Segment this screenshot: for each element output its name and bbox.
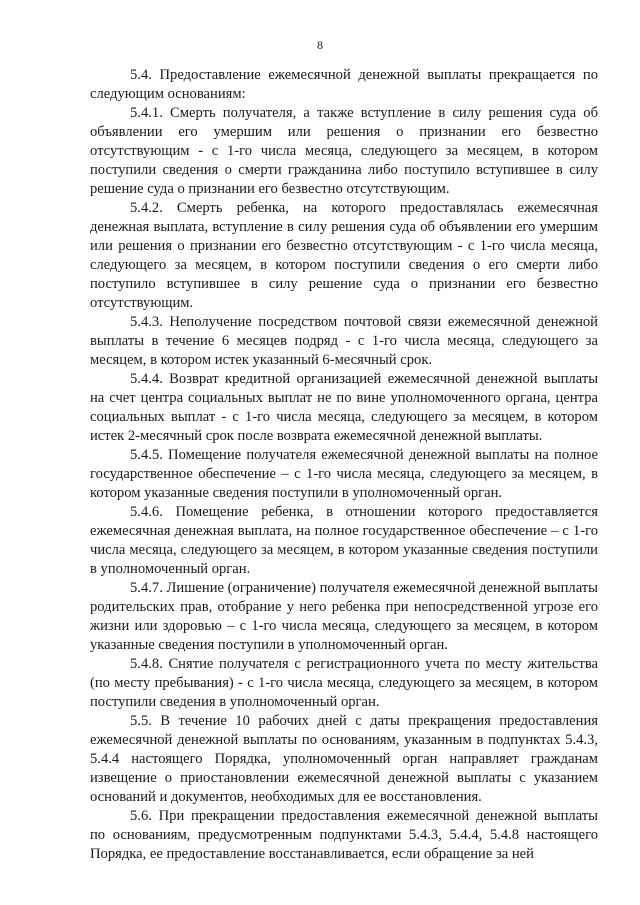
paragraph-5-4-2: 5.4.2. Смерть ребенка, на которого предоставлялась ежемесячная денежная выплата, вступление в силу решения суда об объявлении его умершим или решения о признании его безвестно отсутствующим - с 1-го числа месяца, следующего за месяцем, в котором поступили сведения о его смерти либо поступило вступившее в силу решение суда о признании его безвестно отсутствующим.	[90, 200, 598, 311]
paragraph-5-4-6: 5.4.6. Помещение ребенка, в отношении которого предоставляется ежемесячная денежная выплата, на полное государственное обеспечение – с 1-го числа месяца, следующего за месяцем, в котором указанные сведения поступили в уполномоченный орган.	[90, 504, 598, 577]
paragraph-5-5: 5.5. В течение 10 рабочих дней с даты прекращения предоставления ежемесячной денежной выплаты по основаниям, указанным в подпунктах 5.4.3, 5.4.4 настоящего Порядка, уполномоченный орган направляет гражданам извещение о приостановлении ежемесячной денежной выплаты с указанием оснований и документов, необходимых для ее восстановления.	[90, 713, 598, 805]
paragraph-5-4-7: 5.4.7. Лишение (ограничение) получателя ежемесячной денежной выплаты родительских прав, отобрание у него ребенка при непосредственной угрозе его жизни или здоровью – с 1-го числа месяца, следующего за месяцем, в котором указанные сведения поступили в уполномоченный орган.	[90, 580, 598, 653]
paragraph-5-6: 5.6. При прекращении предоставления ежемесячной денежной выплаты по основаниям, предусмотренным подпунктами 5.4.3, 5.4.4, 5.4.8 настоящего Порядка, ее предоставление восстанавливается, если обращение за ней	[90, 808, 598, 862]
paragraph-5-4-8: 5.4.8. Снятие получателя с регистрационного учета по месту жительства (по месту пребывания) - с 1-го числа месяца, следующего за месяцем, в котором поступили сведения в уполномоченный орган.	[90, 656, 598, 710]
page-number: 8	[317, 38, 323, 52]
paragraph-5-4-1: 5.4.1. Смерть получателя, а также вступление в силу решения суда об объявлении его умершим или решения о признании его безвестно отсутствующим - с 1-го числа месяца, следующего за месяцем, в котором поступили сведения о смерти гражданина либо поступило вступившее в силу решение суда о признании его безвестно отсутствующим.	[90, 105, 598, 197]
paragraph-5-4-3: 5.4.3. Неполучение посредством почтовой связи ежемесячной денежной выплаты в течение 6 месяцев подряд - с 1-го числа месяца, следующего за месяцем, в котором истек указанный 6-месячный срок.	[90, 314, 598, 368]
paragraph-5-4: 5.4. Предоставление ежемесячной денежной выплаты прекращается по следующим основаниям:	[90, 67, 598, 102]
document-body	[90, 66, 598, 864]
paragraph-5-4-4: 5.4.4. Возврат кредитной организацией ежемесячной денежной выплаты на счет центра социальных выплат не по вине уполномоченного органа, центра социальных выплат - с 1-го числа месяца, следующего за месяцем, в котором истек 2-месячный срок после возврата ежемесячной денежной выплаты.	[90, 371, 598, 444]
paragraph-5-4-5: 5.4.5. Помещение получателя ежемесячной денежной выплаты на полное государственное обеспечение – с 1-го числа месяца, следующего за месяцем, в котором указанные сведения поступили в уполномоченный орган.	[90, 447, 598, 501]
